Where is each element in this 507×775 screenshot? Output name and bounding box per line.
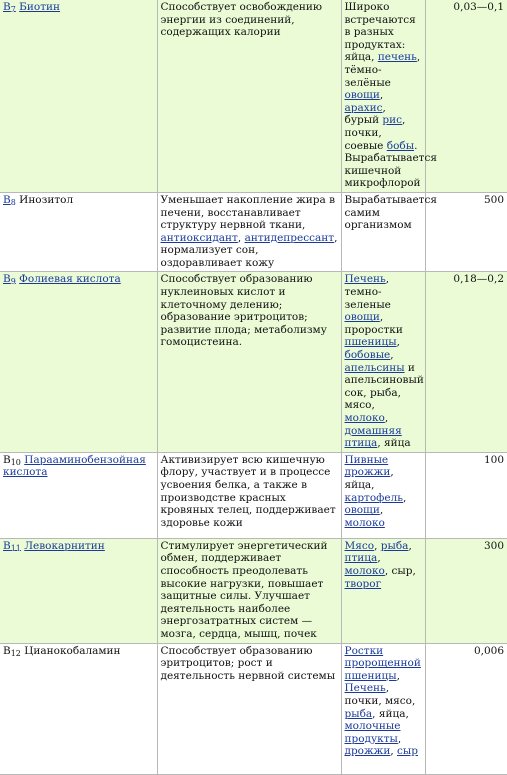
vitamin-name-cell bbox=[0, 0, 157, 192]
source-link[interactable]: молоко bbox=[344, 516, 385, 529]
vitamin-name-text: Инозитол bbox=[19, 193, 74, 206]
vitamin-name-cell bbox=[0, 643, 157, 774]
sources-cell bbox=[341, 0, 438, 192]
vitamin-code-letter: B bbox=[3, 273, 11, 286]
vitamin-name-link[interactable]: Парааминобензойная кислота bbox=[3, 453, 146, 479]
source-link[interactable]: бобы bbox=[386, 139, 415, 152]
table-row bbox=[0, 452, 507, 538]
table-row bbox=[0, 272, 507, 452]
source-text: , яйца, bbox=[372, 707, 409, 720]
vitamin-name-link[interactable]: Левокарнитин bbox=[24, 539, 105, 552]
effect-link[interactable]: антидепрессант bbox=[244, 231, 335, 244]
source-link[interactable]: Ростки пророщенной пшеницы bbox=[344, 644, 421, 682]
vitamin-code bbox=[3, 645, 21, 657]
vitamin-code[interactable] bbox=[3, 194, 16, 206]
source-text: и апельсиновый сок, рыба, мясо, bbox=[344, 361, 424, 412]
table-row bbox=[0, 538, 507, 643]
source-text: , почки, соевые bbox=[344, 114, 406, 152]
source-link[interactable]: апельсины bbox=[344, 361, 405, 374]
dose-value: 0,03—0,1 bbox=[453, 1, 504, 13]
source-text: , bbox=[403, 491, 407, 504]
source-text: , bbox=[408, 539, 412, 552]
vitamin-code-letter: B bbox=[3, 539, 11, 552]
source-text: . Вырабатывается кишечной микрофлорой bbox=[344, 139, 438, 190]
source-link[interactable]: молоко bbox=[344, 412, 385, 424]
source-text: , проростки bbox=[344, 311, 403, 336]
source-link[interactable]: дрожжи bbox=[344, 745, 391, 758]
table-row bbox=[0, 0, 507, 192]
dose-value: 0,18—0,2 bbox=[453, 273, 504, 286]
vitamin-code-subscript: 12 bbox=[10, 648, 21, 658]
source-link[interactable]: птица bbox=[344, 552, 378, 565]
source-text: , bbox=[390, 745, 398, 758]
source-link[interactable]: овощи bbox=[344, 311, 380, 324]
sources-cell bbox=[341, 452, 425, 538]
effect-cell bbox=[157, 452, 341, 538]
source-link[interactable]: домашняя птица bbox=[344, 424, 402, 450]
vitamin-code-letter: B bbox=[3, 1, 11, 13]
dose-value: 300 bbox=[483, 539, 504, 552]
source-link[interactable]: молоко bbox=[344, 564, 385, 577]
vitamin-name-cell bbox=[0, 538, 157, 643]
effect-text: Активизирует всю кишечную флору, участвует и в процессе усвоения белка, а также в производстве красных кровяных телец, поддерживает здоровье кожи bbox=[160, 453, 336, 529]
vitamin-code[interactable] bbox=[3, 540, 21, 552]
effect-cell bbox=[157, 643, 341, 774]
source-link[interactable]: рис bbox=[382, 114, 403, 127]
source-text: , яйца, bbox=[344, 466, 394, 491]
source-link[interactable]: овощи bbox=[344, 504, 380, 517]
vitamin-name-cell bbox=[0, 192, 157, 272]
source-link[interactable]: арахис bbox=[344, 101, 383, 114]
vitamin-code-letter: B bbox=[3, 193, 11, 206]
source-link[interactable]: рыба bbox=[380, 539, 409, 552]
table-row bbox=[0, 192, 507, 272]
dose-cell bbox=[425, 0, 507, 192]
source-text: , bbox=[390, 349, 394, 362]
dose-cell bbox=[425, 272, 507, 452]
sources-cell bbox=[341, 643, 425, 774]
vitamin-name-text: Цианокобаламин bbox=[24, 644, 121, 657]
effect-cell bbox=[157, 272, 341, 452]
source-text: , bbox=[377, 552, 381, 565]
source-link[interactable]: Пивные дрожжи bbox=[344, 453, 391, 479]
source-text: Вырабатывается самим организмом bbox=[344, 193, 438, 232]
source-text: Широко встречаются в разных продуктах: яйца, bbox=[344, 1, 416, 64]
source-text: , яйца bbox=[377, 437, 411, 450]
source-text: , тёмно-зелёные bbox=[344, 51, 421, 89]
source-text: , bbox=[397, 732, 402, 745]
source-link[interactable]: бобовые bbox=[344, 349, 391, 362]
sources-cell bbox=[341, 538, 425, 643]
source-link[interactable]: печень bbox=[377, 51, 417, 64]
vitamin-code[interactable] bbox=[3, 1, 16, 13]
source-link[interactable]: овощи bbox=[344, 89, 380, 102]
source-text: , почки, мясо, bbox=[344, 682, 416, 707]
source-text: , bbox=[379, 504, 384, 517]
source-link[interactable]: Мясо bbox=[344, 539, 375, 552]
effect-link[interactable]: антиоксидант bbox=[160, 231, 238, 244]
source-link[interactable]: молочные продукты bbox=[344, 720, 401, 745]
source-link[interactable]: Печень bbox=[344, 682, 386, 695]
vitamin-code-subscript: 9 bbox=[10, 277, 16, 287]
vitamin-code-subscript: 8 bbox=[10, 197, 16, 207]
effect-text: Способствует образованию эритроцитов; рост и деятельность нервной системы bbox=[160, 644, 336, 682]
effect-text: , нормализует сон, оздоравливает кожу bbox=[160, 231, 338, 269]
effect-text: Уменьшает накопление жира в печени, восстанавливает структуру нервной ткани, bbox=[160, 193, 336, 232]
vitamin-code-letter: B bbox=[3, 644, 11, 657]
source-text: , bbox=[379, 89, 384, 102]
source-text: , сыр, bbox=[384, 564, 416, 577]
dose-value: 0,006 bbox=[473, 644, 504, 657]
source-link[interactable]: сыр bbox=[397, 745, 418, 758]
effect-text: Способствует образованию нуклеиновых кислот и клеточному делению; образование эритроцитов; развитие плода; метаболизму гомоцистеина. bbox=[160, 273, 327, 349]
source-link[interactable]: рыба bbox=[344, 707, 373, 720]
effect-text: Способствует освобождению энергии из соединений, содержащих калории bbox=[160, 1, 323, 39]
vitamin-code[interactable] bbox=[3, 273, 16, 285]
vitamin-name-cell bbox=[0, 452, 157, 538]
source-text: , bbox=[396, 336, 400, 349]
effect-text: , bbox=[237, 231, 245, 244]
dose-value: 500 bbox=[483, 193, 504, 206]
dose-cell bbox=[425, 538, 507, 643]
source-text: , bbox=[384, 412, 389, 424]
vitamin-code-letter: B bbox=[3, 453, 11, 466]
dose-cell bbox=[425, 643, 507, 774]
source-text: , бурый bbox=[344, 101, 386, 127]
effect-cell bbox=[157, 192, 341, 272]
source-link[interactable]: творог bbox=[344, 577, 382, 590]
source-text: , темно-зеленые bbox=[344, 273, 391, 311]
source-link[interactable]: Печень bbox=[344, 273, 386, 286]
dose-value: 100 bbox=[483, 453, 504, 466]
sources-cell bbox=[341, 192, 438, 272]
vitamin-code-subscript: 11 bbox=[10, 543, 21, 553]
vitamin-name-cell bbox=[0, 272, 157, 452]
effect-cell bbox=[157, 538, 341, 643]
sources-cell bbox=[341, 272, 425, 452]
table-row bbox=[0, 643, 507, 774]
vitamin-code-subscript: 10 bbox=[10, 457, 21, 467]
effect-text: Стимулирует энергетический обмен, поддерживает способность преодолевать высокие нагрузки, повышает защитные силы. Улучшает деятельность наиболее энергозатратных систем — мозга, сердца, мышц, почек bbox=[160, 539, 328, 640]
vitamin-code-subscript: 7 bbox=[10, 5, 16, 14]
source-link[interactable]: картофель bbox=[344, 491, 403, 504]
dose-cell bbox=[425, 452, 507, 538]
effect-cell bbox=[157, 0, 341, 192]
vitamin-name-link[interactable]: Фолиевая кислота bbox=[19, 273, 121, 286]
source-text: , bbox=[396, 669, 400, 682]
vitamin-code bbox=[3, 454, 21, 466]
source-text: , bbox=[374, 539, 381, 552]
vitamin-name-link[interactable]: Биотин bbox=[19, 1, 60, 13]
source-link[interactable]: пшеницы bbox=[344, 336, 397, 349]
dose-cell bbox=[425, 192, 507, 272]
